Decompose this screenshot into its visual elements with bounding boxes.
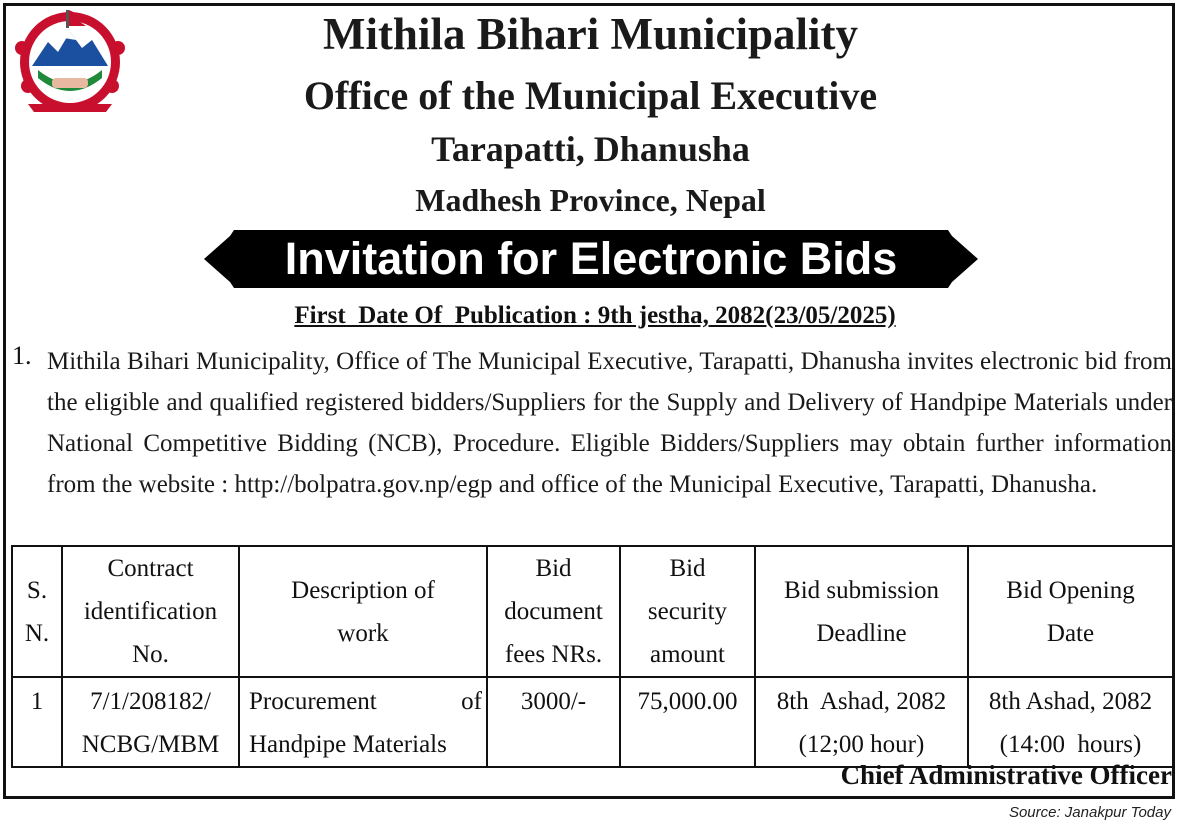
publication-date: First Date Of Publication : 9th jestha, 2082(23/05/2025) (294, 302, 896, 329)
municipality-name: Mithila Bihari Municipality (322, 9, 859, 59)
header-fees: Bid document fees NRs. (487, 546, 620, 677)
cell-deadline: 8th Ashad, 2082 (12;00 hour) (755, 677, 968, 767)
header-sn: S. N. (12, 546, 62, 677)
header-deadline: Bid submission Deadline (755, 546, 968, 677)
table-row (12, 677, 1173, 767)
bids-table (11, 545, 1174, 768)
header-security: Bid security amount (620, 546, 755, 677)
header-opening: Bid Opening Date (968, 546, 1173, 677)
header-contract: Contract identification No. (62, 546, 239, 677)
office-location: Tarapatti, Dhanusha (431, 129, 750, 169)
banner-title: Invitation for Electronic Bids (284, 233, 898, 284)
paragraph-number: 1. (12, 341, 32, 370)
invitation-paragraph: Mithila Bihari Municipality, Office of The Municipal Executive, Tarapatti, Dhanusha invites electronic bid from the eligible and qualified registered bidders/Suppliers for the Supply and Delivery of Handpipe Materials under National Competitive Bidding (NCB), Procedure. Eligible Bidders/Suppliers may obtain further information from the website : http://bolpatra.gov.np/egp and office of the Municipal Executive, Tarapatti, Dhanusha. (47, 348, 1172, 498)
cell-fees: 3000/- (487, 677, 620, 767)
cell-sn: 1 (12, 677, 62, 767)
cell-contract: 7/1/208182/ NCBG/MBM (62, 677, 239, 767)
cell-security: 75,000.00 (620, 677, 755, 767)
table-header-row (12, 546, 1173, 677)
province-name: Madhesh Province, Nepal (415, 182, 766, 218)
cell-opening: 8th Ashad, 2082 (14:00 hours) (968, 677, 1173, 767)
source-credit: Source: Janakpur Today (1008, 804, 1171, 821)
header-description: Description of work (239, 546, 487, 677)
signature-title: Chief Administrative Officer (840, 760, 1172, 790)
office-name: Office of the Municipal Executive (303, 73, 878, 118)
cell-description: Procurement of Handpipe Materials (239, 677, 487, 767)
